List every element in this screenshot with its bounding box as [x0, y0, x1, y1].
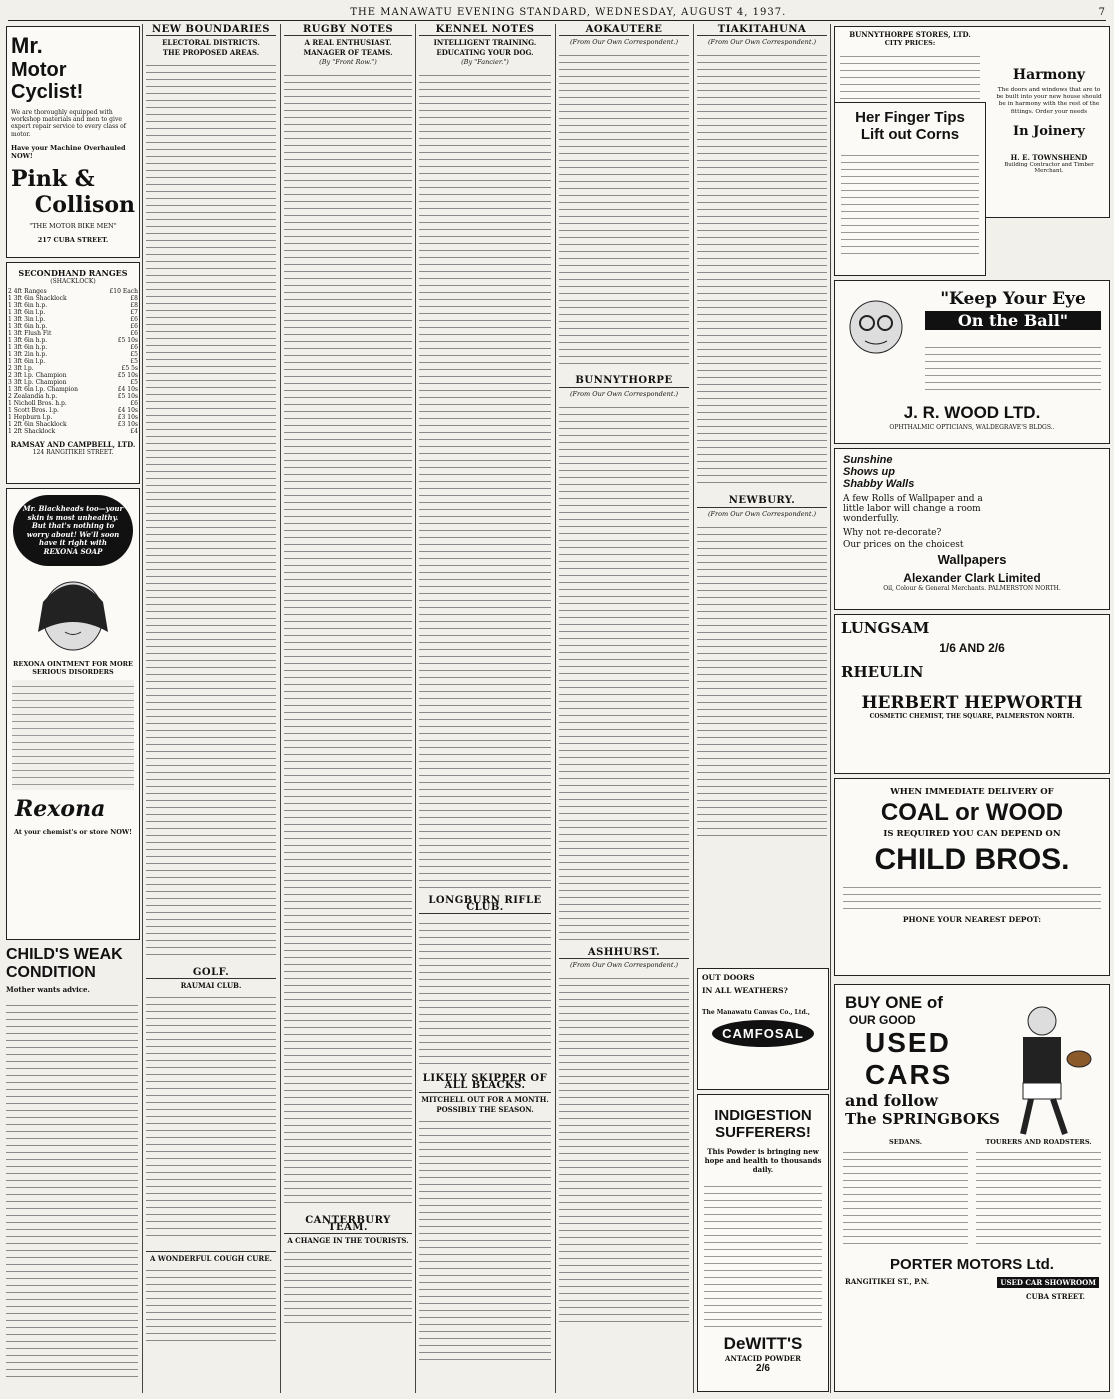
ad-title: and follow: [845, 1091, 938, 1110]
ad-title: COAL or WOOD: [880, 799, 1064, 826]
district-news-column: [559, 24, 689, 1394]
ad-subtitle: Wallpapers: [937, 552, 1007, 567]
list-body: [976, 1146, 1101, 1246]
rugby-player-illustration: [987, 999, 1097, 1139]
ad-tagline: "THE MOTOR BIKE MEN": [29, 221, 117, 230]
firm-name: J. R. WOOD LTD.: [903, 403, 1041, 422]
item-price: £6: [130, 316, 138, 323]
ad-subtitle: IS REQUIRED YOU CAN DEPEND ON: [883, 829, 1061, 839]
ad-subtitle: (SHACKLOCK): [50, 278, 96, 285]
price-row: [7, 393, 139, 400]
article-headline: NEWBURY.: [697, 497, 827, 507]
porter-motors-ad: [834, 984, 1110, 1392]
ad-title: CARS: [865, 1059, 953, 1090]
byline: (By "Front Row."): [319, 57, 377, 66]
article-body: [146, 991, 276, 1241]
byline: (From Our Own Correspondent.): [569, 961, 679, 970]
article-subhead: EDUCATING YOUR DOG.: [436, 48, 534, 58]
article-subhead: ELECTORAL DISTRICTS.: [162, 38, 260, 48]
article-headline: LONGBURN RIFLE CLUB.: [419, 897, 551, 914]
sedan-list: [843, 1138, 968, 1246]
ad-address: CUBA STREET.: [1026, 1292, 1085, 1301]
article-body: [419, 69, 551, 889]
price-row: [7, 330, 139, 337]
article-headline: CONDITION: [6, 964, 96, 981]
price-row: [7, 302, 139, 309]
column-rule: [693, 24, 694, 1393]
price-row: [7, 386, 139, 393]
article-subhead: Mother wants advice.: [6, 985, 90, 994]
corns-ad: [834, 102, 986, 276]
article-headline: LIKELY SKIPPER OF ALL BLACKS.: [419, 1075, 551, 1092]
ad-title: "Keep Your Eye: [940, 289, 1086, 309]
item-price: £6: [130, 323, 138, 330]
ad-title: IN ALL WEATHERS?: [702, 986, 788, 995]
article-headline: KENNEL NOTES: [419, 26, 551, 36]
price-row: [7, 337, 139, 344]
ad-body: We are thoroughly equipped with workshop materials and men to give expert repair service to every class of motor.: [11, 109, 127, 138]
article-headline: AOKAUTERE: [559, 26, 689, 36]
price-row: [7, 295, 139, 302]
firm-details: [845, 1277, 1099, 1288]
masthead-title: THE MANAWATU EVENING STANDARD, WEDNESDAY, AUGUST 4, 1937.: [350, 6, 787, 18]
price: 2/6: [756, 1363, 770, 1374]
column-rule: [142, 24, 143, 1393]
speech-bubble: Mr. Blackheads too—your skin is most unhealthy. But that's nothing to worry about! We'll soon have it right with REXONA SOAP: [13, 495, 133, 566]
item-price: £7: [130, 309, 138, 316]
dewitt-antacid-ad: [697, 1094, 829, 1392]
ad-subtitle: REXONA OINTMENT FOR MORE SERIOUS DISORDERS: [12, 660, 134, 676]
item-name: 2 3ft l.p. Champion: [8, 372, 67, 379]
firm-name: Collison: [34, 191, 135, 218]
item-price: £6: [130, 330, 138, 337]
alexander-clark-ad: [834, 448, 1110, 610]
price-row: [7, 358, 139, 365]
firm-name: RAMSAY AND CAMPBELL, LTD.: [10, 440, 136, 449]
jr-wood-ad: [834, 280, 1110, 444]
price-row: [7, 344, 139, 351]
article-headline: ASHHURST.: [559, 949, 689, 959]
item-name: 2 3ft l.p.: [8, 365, 34, 372]
article-subhead: INTELLIGENT TRAINING.: [433, 38, 537, 48]
article-subhead: MANAGER OF TEAMS.: [303, 48, 393, 58]
ad-title: Motor Cyclist!: [11, 59, 84, 103]
article-headline: BUNNYTHORPE: [559, 377, 689, 387]
article-subhead: A REAL ENTHUSIAST.: [304, 38, 392, 48]
price-row: [7, 372, 139, 379]
ad-body: [704, 1180, 822, 1330]
ad-title: Harmony: [1012, 67, 1086, 83]
ad-title: The SPRINGBOKS: [845, 1110, 1000, 1128]
ad-body: [841, 149, 979, 259]
firm-name: Alexander Clark Limited: [903, 571, 1041, 585]
firm-role: Oil, Colour & General Merchants. PALMERSTON NORTH.: [883, 585, 1061, 592]
firm-name: CHILD BROS.: [874, 843, 1070, 876]
ad-title: Shabby Walls: [843, 478, 915, 490]
item-name: 1 3ft Flush Fit: [8, 330, 52, 337]
item-price: £3 10s: [117, 414, 138, 421]
ad-title: SUFFERERS!: [715, 1124, 811, 1141]
article-headline: RUGBY NOTES: [284, 26, 412, 36]
item-name: 1 3ft 6in Shacklock: [8, 295, 67, 302]
ad-body: The doors and windows that are to be built into your new house should be in harmony with the rest of the fittings. Order your needs: [996, 87, 1102, 115]
ad-title: USED: [865, 1027, 951, 1058]
article-headline: CANTERBURY TEAM.: [284, 1217, 412, 1234]
article-subhead: POSSIBLY THE SEASON.: [436, 1104, 534, 1114]
brand-logo: Rexona: [15, 796, 106, 822]
item-price: £5 10s: [117, 393, 138, 400]
ad-address: 124 RANGITIKEI STREET.: [32, 449, 114, 456]
woman-face-illustration: [13, 572, 133, 652]
byline: (From Our Own Correspondent.): [569, 38, 679, 47]
masthead: [8, 4, 1106, 21]
item-price: £4: [130, 428, 138, 435]
man-face-illustration: [841, 289, 911, 359]
item-price: £5 10s: [117, 337, 138, 344]
price: 1/6 AND 2/6: [939, 641, 1005, 655]
item-name: 3 3ft l.p. Champion: [8, 379, 67, 386]
ad-title: SECONDHAND RANGES: [18, 268, 128, 278]
canvas-co-ad: [697, 968, 829, 1090]
product-name: RHEULIN: [841, 663, 924, 681]
item-name: 1 2ft 6in Shacklock: [8, 421, 67, 428]
ad-question: Why not re-decorate?: [843, 528, 942, 538]
article-body: [419, 1115, 551, 1365]
ad-subtitle: CITY PRICES:: [884, 39, 936, 47]
item-name: 1 3ft 6in l.p.: [8, 309, 46, 316]
ad-title: INDIGESTION: [714, 1107, 812, 1124]
price-row: [7, 428, 139, 435]
page-number: 7: [1098, 6, 1106, 18]
article-body: [559, 49, 689, 369]
price-list: [7, 288, 139, 435]
firm-name: The Manawatu Canvas Co., Ltd.,: [702, 1009, 810, 1016]
ad-title: BUY ONE of: [845, 993, 943, 1012]
district-news-column-2: [697, 24, 827, 904]
item-price: £5 5s: [121, 365, 138, 372]
firm-name: H. E. TOWNSHEND: [1010, 152, 1088, 162]
body-text-block: [12, 680, 134, 790]
item-name: 2 Zealandia h.p.: [8, 393, 58, 400]
ad-title: BUNNYTHORPE STORES, LTD.: [849, 30, 971, 39]
column-rule: [555, 24, 556, 1393]
ad-title: OUR GOOD: [849, 1013, 916, 1027]
item-price: £5: [130, 379, 138, 386]
byline: (From Our Own Correspondent.): [569, 389, 679, 398]
article-headline: GOLF.: [146, 969, 276, 979]
article-body: [559, 401, 689, 941]
price-row: [7, 323, 139, 330]
item-name: 1 3ft 2in h.p.: [8, 351, 48, 358]
item-price: £4 10s: [117, 386, 138, 393]
ad-cta: Have your Machine Overhauled NOW!: [11, 143, 126, 160]
item-name: 1 3ft 6in l.p. Champion: [8, 386, 79, 393]
article-headline: NEW BOUNDARIES: [146, 26, 276, 36]
ad-cta: PHONE YOUR NEAREST DEPOT:: [902, 915, 1042, 924]
hepworth-ad: [834, 614, 1110, 774]
article-subhead: A CHANGE IN THE TOURISTS.: [287, 1236, 409, 1246]
article-headline: CHILD'S WEAK: [6, 946, 123, 963]
ad-body: [843, 881, 1101, 911]
ad-title: In Joinery: [1013, 123, 1085, 139]
ad-title: Her Finger Tips: [855, 109, 965, 126]
column-rule: [830, 24, 831, 1393]
column-rule: [280, 24, 281, 1393]
motor-cyclist-ad: [6, 26, 140, 258]
ad-subtitle: WHEN IMMEDIATE DELIVERY OF: [890, 787, 1054, 797]
byline: (From Our Own Correspondent.): [707, 509, 817, 518]
price-row: [7, 379, 139, 386]
item-price: £10 Each: [109, 288, 138, 295]
showroom-label: USED CAR SHOWROOM: [997, 1277, 1099, 1288]
article-body: [6, 999, 138, 1379]
ad-address: 217 CUBA STREET.: [37, 235, 109, 244]
item-price: £6: [130, 344, 138, 351]
article-body: [146, 1264, 276, 1344]
rexona-ad: [6, 488, 140, 940]
ad-title: Sunshine: [843, 454, 893, 466]
firm-role: OPHTHALMIC OPTICIANS, WALDEGRAVE'S BLDGS..: [889, 424, 1055, 431]
article-headline: TIAKITAHUNA: [697, 26, 827, 36]
firm-name: Pink &: [11, 165, 95, 192]
product-name: ANTACID POWDER: [725, 1354, 801, 1363]
new-boundaries-column: [146, 24, 276, 1394]
article-subhead: THE PROPOSED AREAS.: [162, 48, 260, 58]
price-row: [7, 351, 139, 358]
column-rule: [415, 24, 416, 1393]
brand-logo: DeWITT'S: [723, 1334, 803, 1353]
item-price: £8: [130, 302, 138, 309]
list-heading: TOURERS AND ROADSTERS.: [985, 1138, 1092, 1146]
ad-subtitle: This Powder is bringing new hope and health to thousands daily.: [704, 1147, 822, 1174]
item-name: 1 Hepburn l.p.: [8, 414, 53, 421]
article-headline: A WONDERFUL COUGH CURE.: [146, 1251, 276, 1262]
item-name: 2 4ft Ranges: [8, 288, 47, 295]
ad-tagline: At your chemist's or store NOW!: [13, 828, 133, 836]
price-row: [7, 400, 139, 407]
child-weak-article: [6, 946, 138, 1391]
price-row: [7, 421, 139, 428]
price-row: [7, 365, 139, 372]
article-body: [284, 1246, 412, 1326]
item-price: £3 10s: [117, 421, 138, 428]
item-price: £6: [130, 400, 138, 407]
item-name: 1 3ft 6in h.p.: [8, 302, 48, 309]
price-row: [7, 288, 139, 295]
child-bros-ad: [834, 778, 1110, 976]
byline: (From Our Own Correspondent.): [707, 38, 817, 47]
item-name: 1 3ft 6in l.p.: [8, 358, 46, 365]
item-price: £5: [130, 351, 138, 358]
price-row: [7, 414, 139, 421]
article-body: [559, 972, 689, 1322]
harmony-ad: [995, 67, 1103, 174]
ad-body: A few Rolls of Wallpaper and a little labor will change a room wonderfully.: [843, 494, 983, 524]
kennel-notes-column: [419, 24, 551, 1394]
item-price: £4 10s: [117, 407, 138, 414]
ad-title: Mr.: [11, 33, 43, 58]
article-subhead: MITCHELL OUT FOR A MONTH.: [421, 1094, 549, 1104]
car-listing: [843, 1138, 1101, 1246]
ad-title: Shows up: [843, 466, 895, 478]
ad-title: On the Ball": [925, 311, 1101, 330]
byline: (By "Fancier."): [461, 57, 509, 66]
list-heading: SEDANS.: [889, 1138, 922, 1146]
item-name: 1 Scott Bros. l.p.: [8, 407, 59, 414]
secondhand-ranges-ad: [6, 262, 140, 484]
price-row: [7, 316, 139, 323]
article-body: [419, 917, 551, 1067]
list-body: [843, 1146, 968, 1246]
item-name: 1 3ft 6in h.p.: [8, 344, 48, 351]
item-name: 1 3ft 6in h.p.: [8, 323, 48, 330]
item-price: £5: [130, 358, 138, 365]
firm-role: Building Contractor and Timber Merchant.: [1004, 161, 1094, 174]
article-body: [697, 521, 827, 841]
ad-title: Lift out Corns: [860, 126, 960, 143]
brand-logo: CAMFOSAL: [712, 1020, 814, 1047]
article-body: [697, 49, 827, 489]
item-price: £8: [130, 295, 138, 302]
price-row: [7, 407, 139, 414]
item-name: 1 Nicholl Bros. h.p.: [8, 400, 67, 407]
price-row: [7, 309, 139, 316]
rugby-notes-column: [284, 24, 412, 1394]
ad-body: [925, 341, 1101, 396]
article-body: [284, 69, 412, 1209]
firm-role: COSMETIC CHEMIST, THE SQUARE, PALMERSTON NORTH.: [869, 713, 1075, 720]
article-subhead: RAUMAI CLUB.: [180, 980, 242, 990]
firm-name: HERBERT HEPWORTH: [861, 693, 1083, 713]
article-body: [146, 59, 276, 959]
ad-body: Our prices on the choicest: [843, 540, 964, 550]
tourer-list: [976, 1138, 1101, 1246]
product-name: LUNGSAM: [841, 619, 930, 637]
item-name: 1 3ft 3in l.p.: [8, 316, 46, 323]
ad-address: RANGITIKEI ST., P.N.: [845, 1277, 930, 1286]
item-price: £5 10s: [117, 372, 138, 379]
ad-heading: [925, 289, 1101, 330]
item-name: 1 3ft 6in h.p.: [8, 337, 48, 344]
ad-title: OUT DOORS: [702, 973, 755, 982]
item-name: 1 2ft Shacklock: [8, 428, 56, 435]
firm-name: PORTER MOTORS Ltd.: [890, 1256, 1054, 1273]
